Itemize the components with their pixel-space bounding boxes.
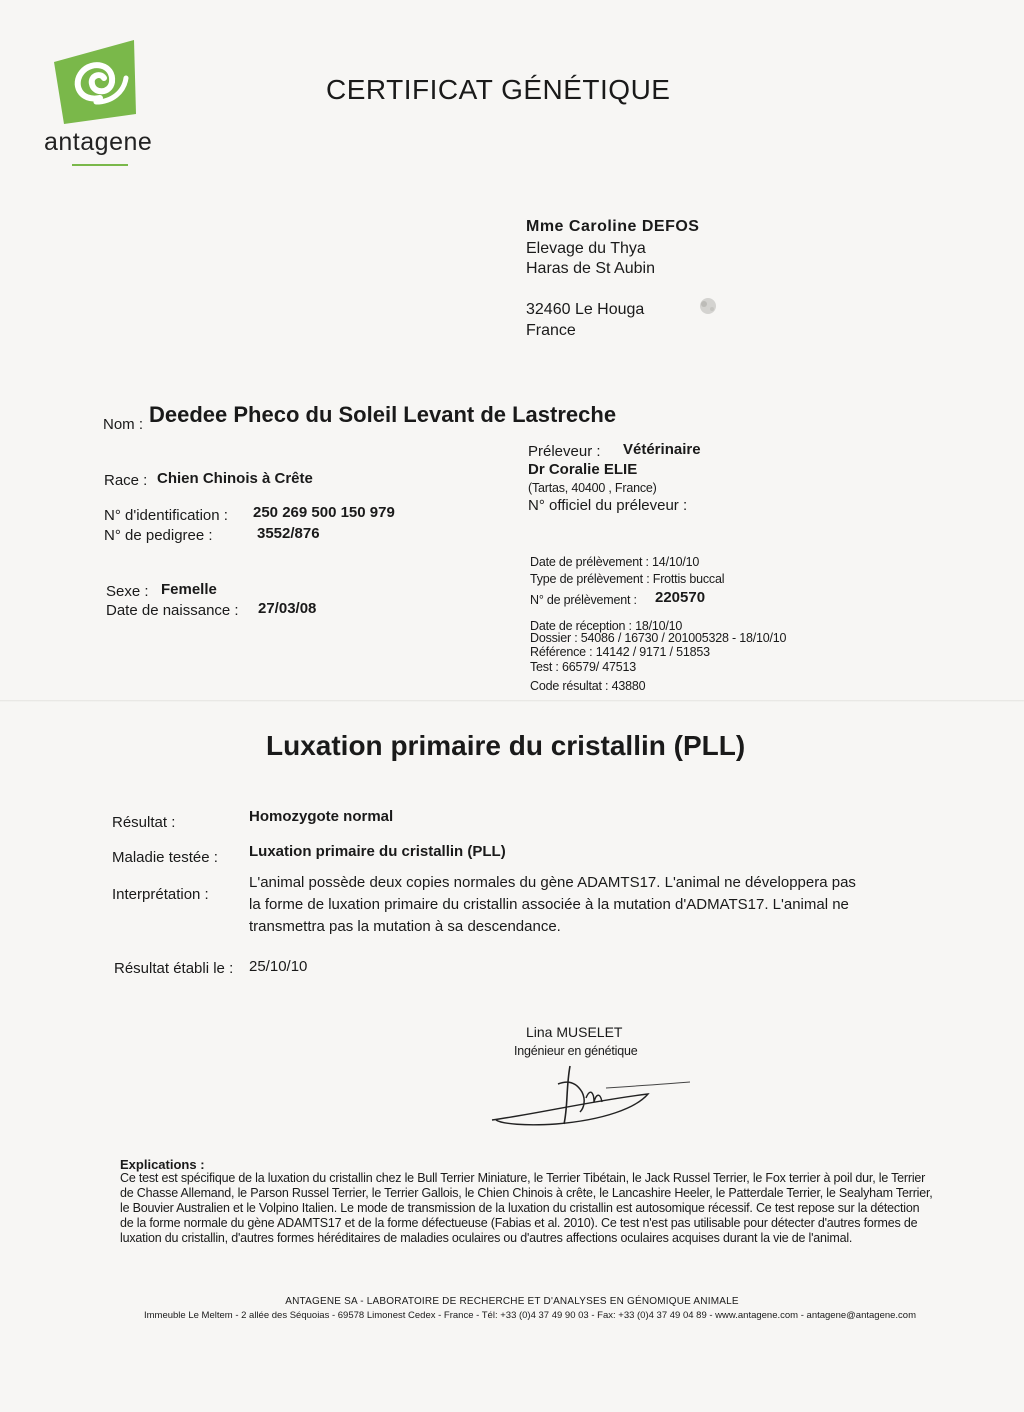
reference: Référence : 14142 / 9171 / 51853 xyxy=(530,645,710,659)
date-etabli-label: Résultat établi le : xyxy=(114,960,234,977)
logo-wordmark: antagene xyxy=(44,128,153,156)
num-prelevement-value: 220570 xyxy=(655,589,706,606)
animal-name: Deedee Pheco du Soleil Levant de Lastreche xyxy=(149,402,617,427)
nom-label: Nom : xyxy=(103,416,144,433)
race-label: Race : xyxy=(104,472,148,489)
recipient-name: Mme Caroline DEFOS xyxy=(526,218,700,235)
recipient-line2: Haras de St Aubin xyxy=(526,260,655,277)
dossier: Dossier : 54086 / 16730 / 201005328 - 18/10/10 xyxy=(530,631,787,645)
date-etabli-value: 25/10/10 xyxy=(249,958,308,975)
identification-label: N° d'identification : xyxy=(104,507,228,524)
explanations-title: Explications : xyxy=(120,1157,205,1172)
maladie-label: Maladie testée : xyxy=(112,849,218,866)
sexe-value: Femelle xyxy=(161,581,217,598)
date-prelevement: Date de prélèvement : 14/10/10 xyxy=(530,555,700,569)
signatory-name: Lina MUSELET xyxy=(526,1024,623,1040)
page-fold xyxy=(0,700,1024,702)
type-prelevement: Type de prélèvement : Frottis buccal xyxy=(530,572,725,586)
antagene-logo-icon xyxy=(50,36,140,126)
interpretation-label: Interprétation : xyxy=(112,886,209,903)
preleveur-type: Vétérinaire xyxy=(623,441,701,458)
test-title: Luxation primaire du cristallin (PLL) xyxy=(266,730,746,761)
recipient-line1: Elevage du Thya xyxy=(526,240,646,257)
recipient-line4: France xyxy=(526,322,576,339)
preleveur-name: Dr Coralie ELIE xyxy=(528,461,638,478)
signature-icon xyxy=(486,1058,696,1130)
sexe-label: Sexe : xyxy=(106,583,149,600)
certificate-title: CERTIFICAT GÉNÉTIQUE xyxy=(326,74,671,105)
code-resultat: Code résultat : 43880 xyxy=(530,679,646,693)
date-reception: Date de réception : 18/10/10 xyxy=(530,619,683,633)
test-number: Test : 66579/ 47513 xyxy=(530,660,637,674)
footer-address: Immeuble Le Meltem - 2 allée des Séquoias - 69578 Limonest Cedex - France - Tél: +33 (0)4 37 49 90 03 - Fax: +33 (0)4 37 49 04 89 - www.antagene.com - antagene@antagene.com xyxy=(143,1310,917,1321)
preleveur-location: (Tartas, 40400 , France) xyxy=(528,481,657,495)
explanations-body: Ce test est spécifique de la luxation du cristallin chez le Bull Terrier Miniature, le Terrier Tibétain, le Jack Russel Terrier, le Fox terrier à poil dur, le Terrier de Chasse Allemand, le Parson Russel Terrier, le Terrier Gallois, le Chien Chinois à crête, le Lancashire Heeler, le Patterdale Terrier, le Sealyham Terrier, le Bouvier Australien et le Volpino Italien. Le mode de transmission de la luxation du cristallin est autosomique récessif. Ce test repose sur la détection de la forme normale du gène ADAMTS17 et de la forme défectueuse (Fabias et al. 2010). Ce test n'est pas utilisable pour détecter d'autres formes de luxation du cristallin, d'autres formes héréditaires de maladies oculaires ou d'autres affections oculaires acquises durant la vie de l'animal. xyxy=(120,1171,933,1245)
scan-blemish xyxy=(692,290,726,320)
resultat-label: Résultat : xyxy=(112,814,176,831)
pedigree-value: 3552/876 xyxy=(257,525,320,542)
naissance-value: 27/03/08 xyxy=(258,600,317,617)
num-prelevement-label: N° de prélèvement : xyxy=(530,593,637,607)
maladie-value: Luxation primaire du cristallin (PLL) xyxy=(249,843,506,860)
signatory-role: Ingénieur en génétique xyxy=(514,1044,638,1058)
race-value: Chien Chinois à Crête xyxy=(157,470,313,487)
identification-value: 250 269 500 150 979 xyxy=(253,504,395,521)
pedigree-label: N° de pedigree : xyxy=(104,527,213,544)
logo-underline xyxy=(72,164,128,166)
recipient-line3: 32460 Le Houga xyxy=(526,301,645,318)
preleveur-label: Préleveur : xyxy=(528,443,601,460)
preleveur-official-label: N° officiel du préleveur : xyxy=(528,497,688,514)
resultat-value: Homozygote normal xyxy=(249,808,394,825)
footer-lab-name: ANTAGENE SA - LABORATOIRE DE RECHERCHE ET D'ANALYSES EN GÉNOMIQUE ANIMALE xyxy=(285,1296,739,1307)
interpretation-text: L'animal possède deux copies normales du gène ADAMTS17. L'animal ne développera pas la forme de luxation primaire du cristallin associée à la mutation d'ADMATS17. L'animal ne transmettra pas la mutation à sa descendance. xyxy=(249,874,856,935)
naissance-label: Date de naissance : xyxy=(106,602,239,619)
